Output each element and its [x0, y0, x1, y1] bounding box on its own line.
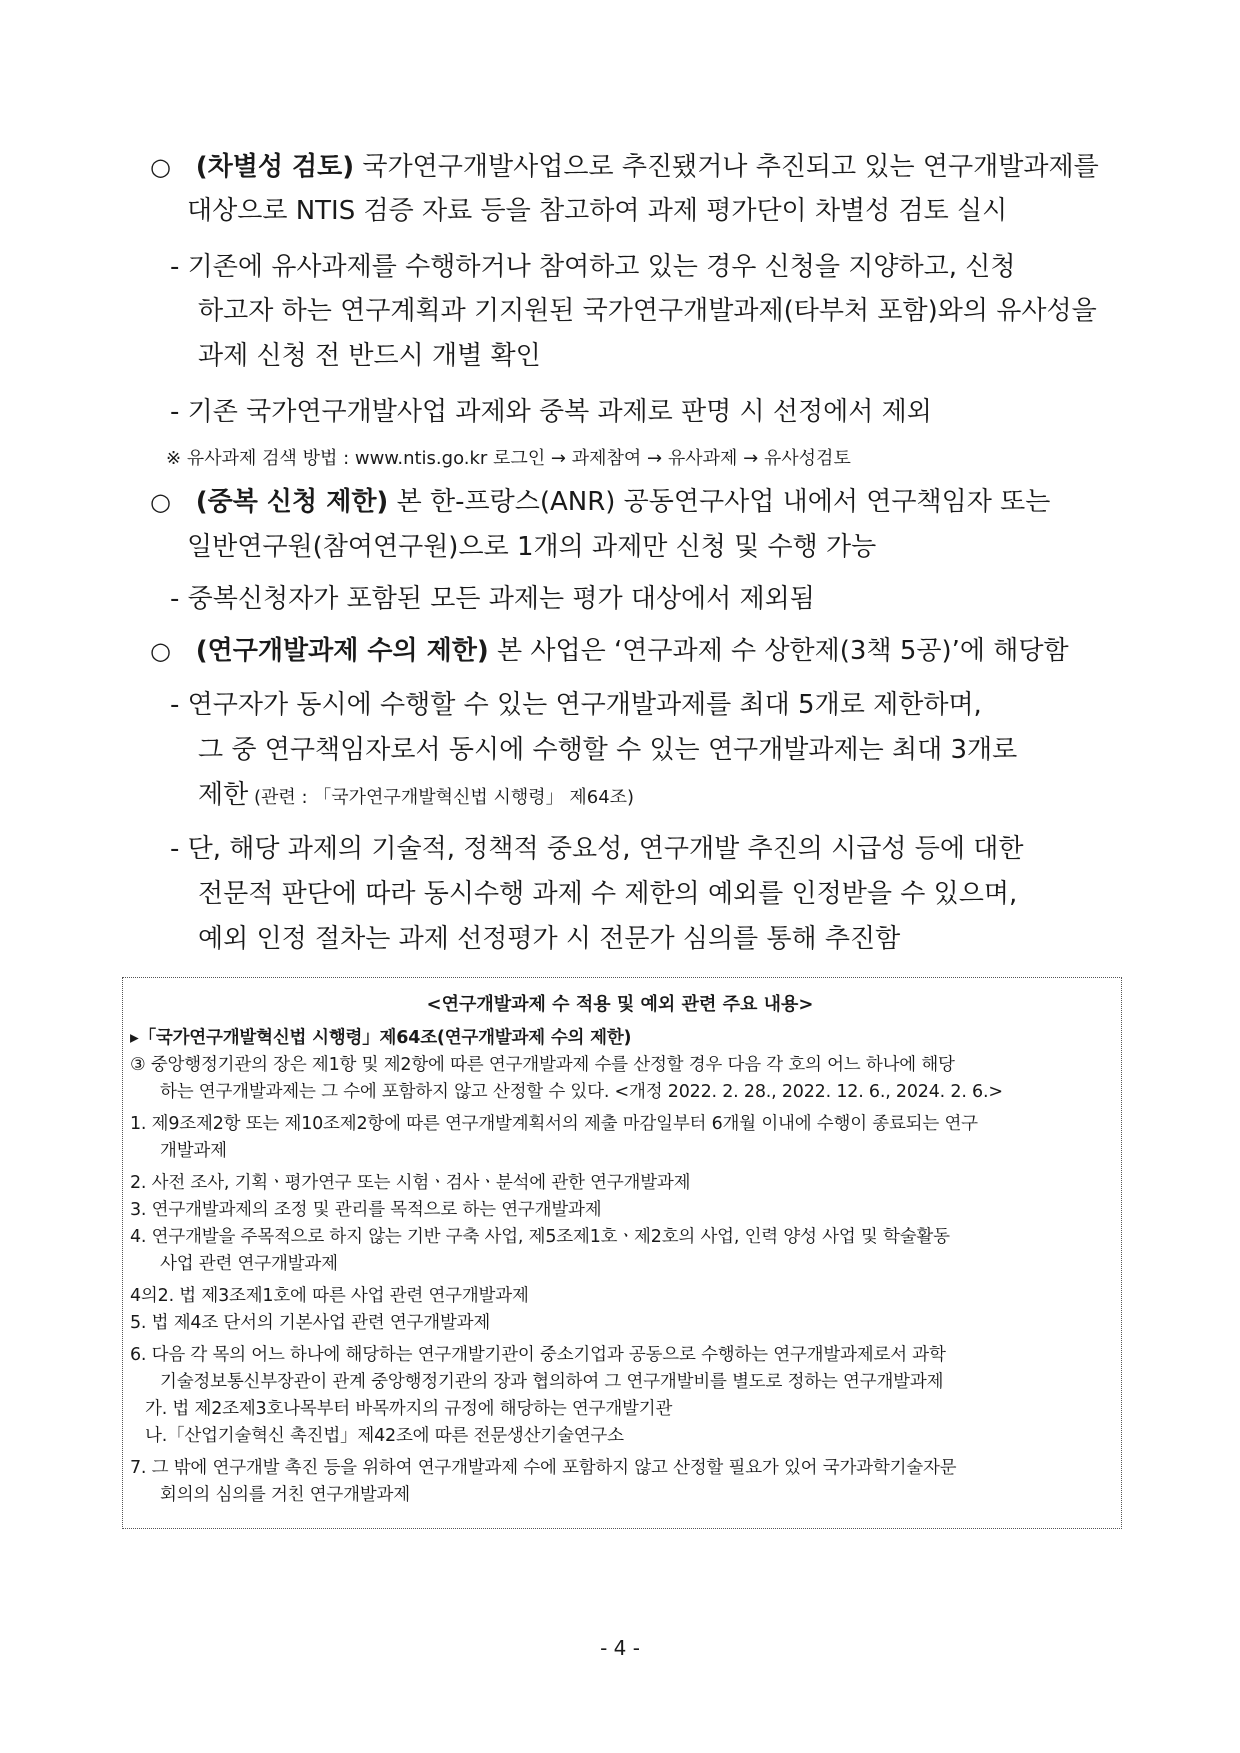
- section3-line1: [150, 634, 1069, 668]
- box-line: 개발과제: [160, 1141, 227, 1161]
- box-line: 4의2. 법 제3조제1호에 따른 사업 관련 연구개발과제: [130, 1286, 529, 1306]
- section3-sub1-line3: [198, 778, 634, 815]
- section3-sub1-line2: 그 중 연구책임자로서 동시에 수행할 수 있는 연구개발과제는 최대 3개로: [198, 735, 1018, 765]
- section2-line1: [150, 485, 1050, 519]
- section3-title: (연구개발과제 수의 제한): [195, 636, 489, 666]
- page-number: - 4 -: [600, 1636, 640, 1660]
- box-line: 회의의 심의를 거친 연구개발과제: [160, 1485, 410, 1505]
- box-line: 5. 법 제4조 단서의 기본사업 관련 연구개발과제: [130, 1313, 491, 1333]
- section1-sub1-line2: 하고자 하는 연구계획과 기지원된 국가연구개발과제(타부처 포함)와의 유사성을: [198, 296, 1097, 326]
- section2-title: (중복 신청 제한): [195, 487, 389, 517]
- box-line: 4. 연구개발을 주목적으로 하지 않는 기반 구축 사업, 제5조제1호ㆍ제2호의 사업, 인력 양성 사업 및 학술활동: [130, 1227, 950, 1247]
- section1-sub1-line1: - 기존에 유사과제를 수행하거나 참여하고 있는 경우 신청을 지양하고, 신청: [170, 252, 1016, 282]
- section3-line1-text: 본 사업은 ‘연구과제 수 상한제(3책 5공)’에 해당함: [488, 636, 1069, 666]
- section3-sub1-reference: (관련 : 「국가연구개발혁신법 시행령」 제64조): [248, 787, 635, 808]
- box-line: 나.「산업기술혁신 촉진법」제42조에 따른 전문생산기술연구소: [145, 1426, 624, 1446]
- section1-sub1-line3: 과제 신청 전 반드시 개별 확인: [198, 341, 541, 371]
- box-line: 가. 법 제2조제3호나목부터 바목까지의 규정에 해당하는 연구개발기관: [145, 1399, 673, 1419]
- section2-line1-text: 본 한-프랑스(ANR) 공동연구사업 내에서 연구책임자 또는: [388, 487, 1051, 517]
- box-line: 6. 다음 각 목의 어느 하나에 해당하는 연구개발기관이 중소기업과 공동으로 수행하는 연구개발과제로서 과학: [130, 1345, 946, 1365]
- section3-sub1-line1: - 연구자가 동시에 수행할 수 있는 연구개발과제를 최대 5개로 제한하며,: [170, 690, 982, 720]
- section1-note: ※ 유사과제 검색 방법 : www.ntis.go.kr 로그인 → 과제참여 → 유사과제 → 유사성검토: [166, 448, 851, 469]
- reference-box-heading: ▸「국가연구개발혁신법 시행령」제64조(연구개발과제 수의 제한): [130, 1028, 632, 1048]
- section1-line1: [150, 150, 1099, 184]
- section3-sub2-line1: - 단, 해당 과제의 기술적, 정책적 중요성, 연구개발 추진의 시급성 등에 대한: [170, 834, 1024, 864]
- section1-title: (차별성 검토): [195, 152, 355, 182]
- box-line: 사업 관련 연구개발과제: [160, 1254, 338, 1274]
- box-line: 하는 연구개발과제는 그 수에 포함하지 않고 산정할 수 있다. <개정 2022. 2. 28., 2022. 12. 6., 2024. 2. 6.>: [160, 1082, 1003, 1102]
- section3-sub2-line3: 예외 인정 절차는 과제 선정평가 시 전문가 심의를 통해 추진함: [198, 924, 901, 954]
- section1-bullet: ○: [150, 153, 171, 181]
- box-line: 기술정보통신부장관이 관계 중앙행정기관의 장과 협의하여 그 연구개발비를 별도로 정하는 연구개발과제: [160, 1372, 944, 1392]
- section3-sub2-line2: 전문적 판단에 따라 동시수행 과제 수 제한의 예외를 인정받을 수 있으며,: [198, 879, 1018, 909]
- section2-sub1: - 중복신청자가 포함된 모든 과제는 평가 대상에서 제외됨: [170, 584, 815, 614]
- box-line: 3. 연구개발과제의 조정 및 관리를 목적으로 하는 연구개발과제: [130, 1200, 602, 1220]
- box-line: 7. 그 밖에 연구개발 촉진 등을 위하여 연구개발과제 수에 포함하지 않고 산정할 필요가 있어 국가과학기술자문: [130, 1458, 957, 1478]
- section2-bullet: ○: [150, 488, 171, 516]
- section1-line2: 대상으로 NTIS 검증 자료 등을 참고하여 과제 평가단이 차별성 검토 실시: [187, 196, 1008, 226]
- section3-bullet: ○: [150, 637, 171, 665]
- section3-sub1-line3-main: 제한: [198, 780, 249, 810]
- box-line: 2. 사전 조사, 기획ㆍ평가연구 또는 시험ㆍ검사ㆍ분석에 관한 연구개발과제: [130, 1173, 691, 1193]
- box-line: 1. 제9조제2항 또는 제10조제2항에 따른 연구개발계획서의 제출 마감일부터 6개월 이내에 수행이 종료되는 연구: [130, 1114, 978, 1134]
- section2-line2: 일반연구원(참여연구원)으로 1개의 과제만 신청 및 수행 가능: [187, 532, 877, 562]
- section1-sub2: - 기존 국가연구개발사업 과제와 중복 과제로 판명 시 선정에서 제외: [170, 397, 932, 427]
- box-line: ③ 중앙행정기관의 장은 제1항 및 제2항에 따른 연구개발과제 수를 산정할 경우 다음 각 호의 어느 하나에 해당: [130, 1055, 955, 1075]
- section1-line1-text: 국가연구개발사업으로 추진됐거나 추진되고 있는 연구개발과제를: [354, 152, 1099, 182]
- reference-box-title: <연구개발과제 수 적용 및 예외 관련 주요 내용>: [426, 994, 814, 1015]
